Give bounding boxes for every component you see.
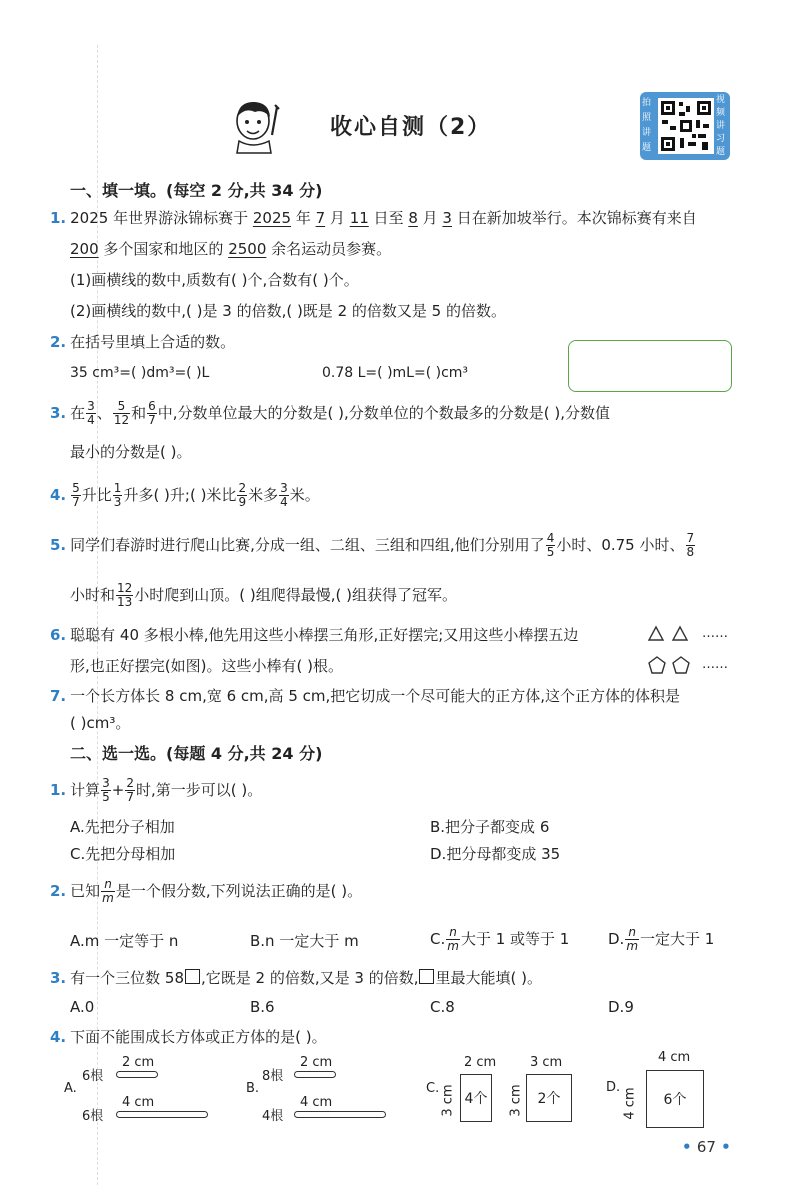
- qr-left-label: 拍照讲题: [642, 98, 652, 153]
- s2-q4-option-c[interactable]: [426, 1055, 586, 1135]
- fraction: $\frac{1}{3}$: [113, 481, 122, 509]
- digit-box: [419, 969, 434, 984]
- fraction: $\frac{3}{5}$: [102, 776, 110, 804]
- s2-q4-line: 4. 下面不能围成长方体或正方体的是( )。: [50, 1028, 327, 1046]
- q2-expr1[interactable]: 35 cm³=( )dm³=( )L: [70, 365, 210, 381]
- option-label: D.: [606, 1080, 621, 1095]
- page-number: • 67 •: [682, 1138, 731, 1156]
- bullet-dot-icon: •: [721, 1138, 731, 1156]
- rect-face: 4个: [460, 1074, 492, 1122]
- s2-q2-option-a[interactable]: A.m 一定等于 n: [70, 932, 179, 950]
- q4-line[interactable]: 4. $\frac{5}{7}$ 升比 $\frac{1}{3}$ 升多( )升;( )米比 $\frac{2}{9}$ 米多 $\frac{3}{4}$ 米。: [50, 481, 320, 509]
- fraction: $\frac{7}{8}$: [686, 531, 695, 559]
- rod-length: 4 cm: [300, 1095, 333, 1110]
- triangles-dots: ……: [702, 626, 728, 641]
- s2-q4-option-d[interactable]: [606, 1050, 736, 1140]
- long-rod: [116, 1111, 208, 1118]
- rod-count: 4根: [262, 1109, 284, 1124]
- s2-q1-option-c[interactable]: C.先把分母相加: [70, 845, 176, 863]
- q1-part1[interactable]: (1)画横线的数中,质数有( )个,合数有( )个。: [70, 271, 359, 289]
- face-width: 2 cm: [464, 1055, 497, 1070]
- s2-q2-line[interactable]: 2. 已知 $\frac{n}{m}$ 是一个假分数,下列说法正确的是( )。: [50, 877, 363, 905]
- s2-q1-option-a[interactable]: A.先把分子相加: [70, 818, 175, 836]
- face-height: 3 cm: [508, 1084, 524, 1117]
- option-label: B.: [246, 1081, 260, 1096]
- q1-line1: 1. 2025 年世界游泳锦标赛于 2025 年 7 月 11 日至 8 月 3 日在新加坡举行。本次锦标赛有来自: [50, 209, 697, 227]
- s2-q3-option-a[interactable]: A.0: [70, 998, 95, 1016]
- fraction: $\frac{3}{4}$: [280, 481, 288, 509]
- q3-line1[interactable]: 3. 在 $\frac{3}{4}$ 、 $\frac{5}{12}$ 和 $\frac{6}{7}$ 中,分数单位最大的分数是( ),分数单位的个数最多的分数是( ),分数值: [50, 399, 611, 427]
- face-width: 4 cm: [658, 1050, 691, 1065]
- triangles-figure-icon: [648, 625, 692, 643]
- s2-q3-option-d[interactable]: D.9: [608, 998, 634, 1016]
- q2-line1: 2. 在括号里填上合适的数。: [50, 333, 236, 351]
- bullet-dot-icon: •: [682, 1138, 692, 1156]
- rod-count: 6根: [82, 1109, 104, 1124]
- q6-line2[interactable]: 形,也正好摆完(如图)。这些小棒有( )根。: [70, 657, 343, 675]
- q2-expr2[interactable]: 0.78 L=( )mL=( )cm³: [322, 365, 469, 381]
- s2-q3-option-c[interactable]: C.8: [430, 998, 455, 1016]
- square-face: 2个: [526, 1074, 572, 1122]
- q1-line2: 200 多个国家和地区的 2500 余名运动员参赛。: [70, 240, 392, 258]
- q1-part2[interactable]: (2)画横线的数中,( )是 3 的倍数,( )既是 2 的倍数又是 5 的倍数。: [70, 302, 506, 320]
- section-1-heading: 一、填一填。(每空 2 分,共 34 分): [70, 181, 323, 200]
- s2-q3-line[interactable]: 3. 有一个三位数 58 ,它既是 2 的倍数,又是 3 的倍数, 里最大能填( )。: [50, 969, 542, 987]
- s2-q1-line[interactable]: 1. 计算 $\frac{3}{5}$ + $\frac{2}{7}$ 时,第一步可以( )。: [50, 776, 263, 804]
- qr-code-icon: [658, 98, 714, 154]
- fraction: $\frac{n}{m}$: [626, 925, 639, 953]
- q7-line2[interactable]: ( )cm³。: [70, 714, 131, 732]
- mascot-boy-icon: [225, 95, 285, 155]
- digit-box: [185, 969, 200, 984]
- face-height: 4 cm: [622, 1087, 638, 1120]
- short-rod: [294, 1071, 336, 1078]
- qr-right-label: 视频讲习题: [716, 95, 726, 157]
- habit-tip-box: [568, 340, 732, 392]
- q5-line2[interactable]: 小时和 $\frac{12}{13}$ 小时爬到山顶。( )组爬得最慢,( )组获得了冠军。: [70, 581, 458, 609]
- rod-count: 6根: [82, 1069, 104, 1084]
- long-rod: [294, 1111, 386, 1118]
- s2-q4-option-b[interactable]: [246, 1055, 396, 1125]
- s2-q2-option-b[interactable]: B.n 一定大于 m: [250, 932, 359, 950]
- fraction: $\frac{6}{7}$: [148, 399, 156, 427]
- fraction: $\frac{5}{7}$: [72, 481, 80, 509]
- fraction: $\frac{4}{5}$: [546, 531, 555, 559]
- square-face: 6个: [646, 1070, 704, 1128]
- s2-q2-option-c[interactable]: C. $\frac{n}{m}$ 大于 1 或等于 1: [430, 925, 570, 953]
- rod-length: 2 cm: [300, 1055, 333, 1070]
- fraction: $\frac{3}{4}$: [87, 399, 95, 427]
- fraction: $\frac{2}{7}$: [126, 776, 135, 804]
- s2-q2-option-d[interactable]: D. $\frac{n}{m}$ 一定大于 1: [608, 925, 715, 953]
- pentagons-dots: ……: [702, 657, 728, 672]
- q5-line1: 5. 同学们春游时进行爬山比赛,分成一组、二组、三组和四组,他们分别用了 $\frac{4}{5}$ 小时、0.75 小时、 $\frac{7}{8}$: [50, 531, 695, 559]
- pentagons-figure-icon: [648, 655, 692, 675]
- q7-line1: 7. 一个长方体长 8 cm,宽 6 cm,高 5 cm,把它切成一个尽可能大的正方体,这个正方体的体积是: [50, 687, 681, 705]
- fraction: $\frac{2}{9}$: [238, 481, 247, 509]
- q3-line2[interactable]: 最小的分数是( )。: [70, 443, 192, 461]
- short-rod: [116, 1071, 158, 1078]
- option-label: C.: [426, 1081, 440, 1096]
- rod-length: 2 cm: [122, 1055, 155, 1070]
- fraction: $\frac{n}{m}$: [447, 925, 459, 953]
- face-height: 3 cm: [440, 1084, 456, 1117]
- section-2-heading: 二、选一选。(每题 4 分,共 24 分): [70, 744, 323, 763]
- s2-q1-option-b[interactable]: B.把分子都变成 6: [430, 818, 550, 836]
- rod-count: 8根: [262, 1069, 284, 1084]
- qr-code-panel[interactable]: [640, 92, 730, 160]
- fraction: $\frac{12}{13}$: [117, 581, 133, 609]
- s2-q1-option-d[interactable]: D.把分母都变成 35: [430, 845, 561, 863]
- q6-line1: 6. 聪聪有 40 多根小棒,他先用这些小棒摆三角形,正好摆完;又用这些小棒摆五边: [50, 626, 579, 644]
- face-width: 3 cm: [530, 1055, 563, 1070]
- page-title: 收心自测（2）: [330, 115, 492, 140]
- rod-length: 4 cm: [122, 1095, 155, 1110]
- fraction: $\frac{n}{m}$: [102, 877, 114, 905]
- s2-q3-option-b[interactable]: B.6: [250, 998, 275, 1016]
- fraction: $\frac{5}{12}$: [113, 399, 130, 427]
- s2-q4-option-a[interactable]: [64, 1055, 214, 1125]
- option-label: A.: [64, 1081, 77, 1096]
